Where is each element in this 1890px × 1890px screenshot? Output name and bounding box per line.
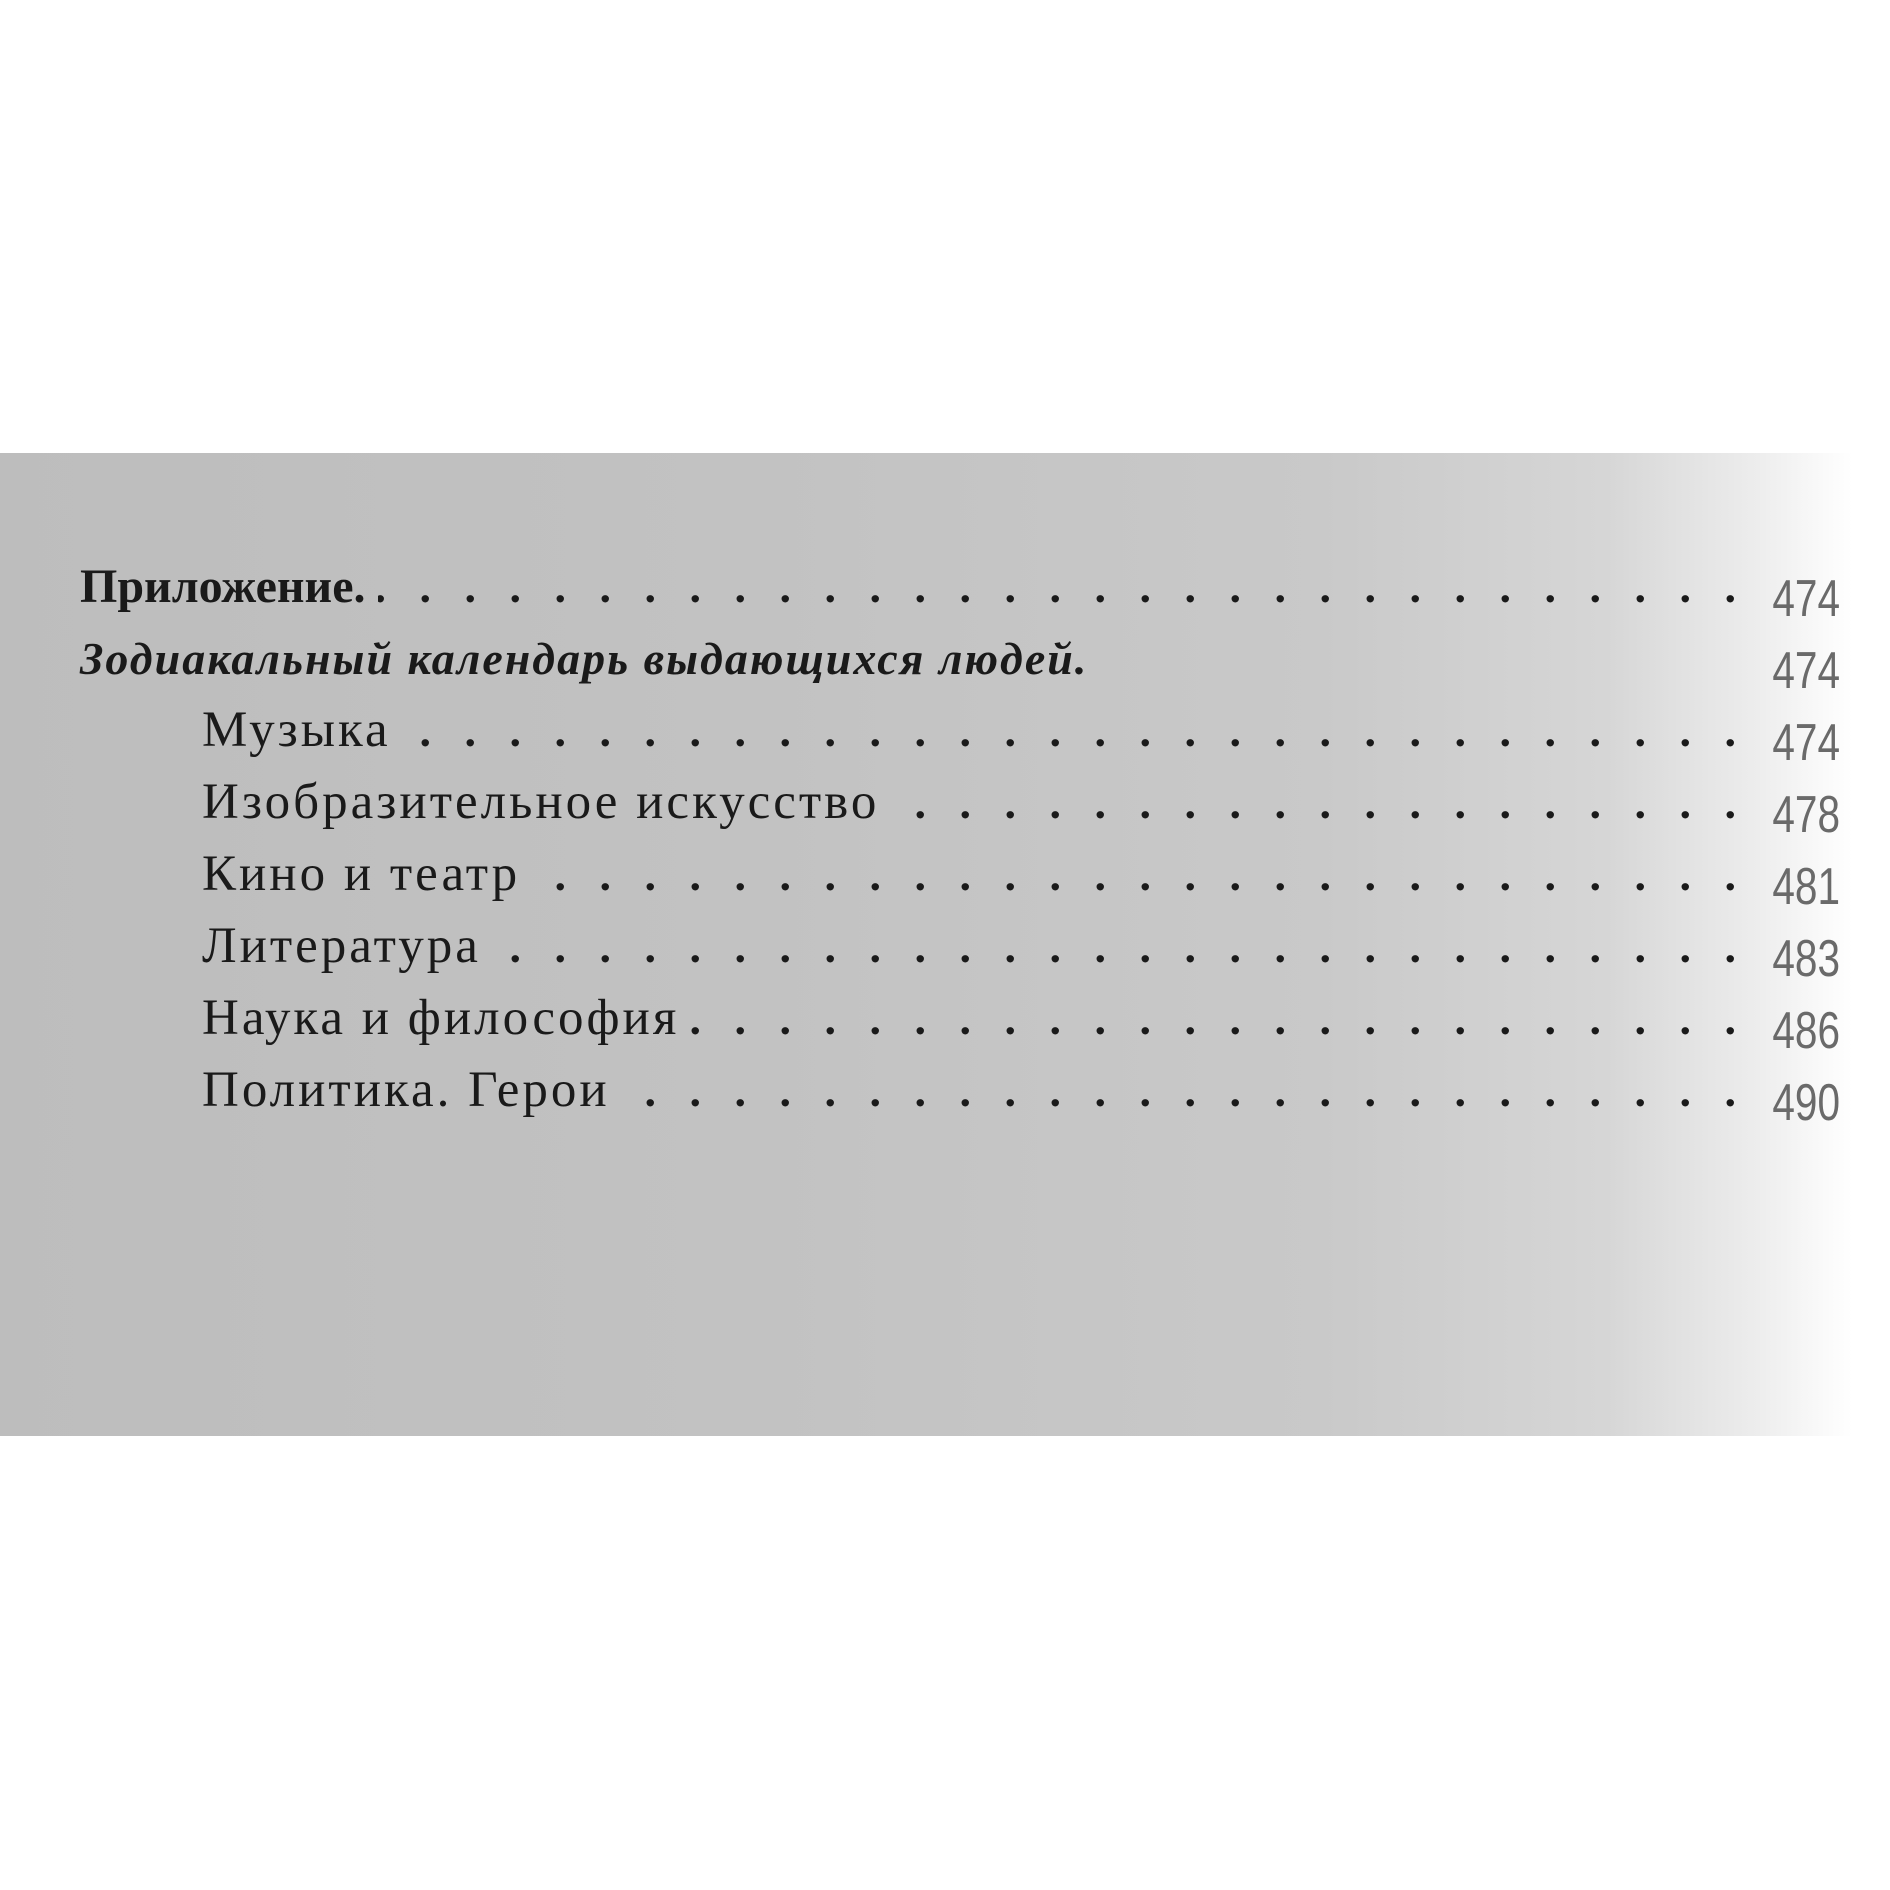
toc-entry-appendix: [80, 555, 1840, 627]
book-page: [0, 453, 1890, 1436]
toc-entry-fine-art: [80, 771, 1840, 843]
toc-entry-page: 481: [1772, 858, 1840, 916]
dot-leader: [403, 704, 1736, 757]
toc-entry-music: [80, 699, 1840, 771]
toc-entry-label: Музыка: [202, 702, 391, 758]
toc-entry-page: 474: [1772, 642, 1840, 700]
toc-entry-label: Наука и философия: [202, 990, 680, 1046]
dot-leader: [891, 776, 1736, 829]
toc-entry-label: Политика. Герои: [202, 1062, 610, 1118]
toc-entry-label: Зодиакальный календарь выдающихся людей.: [80, 633, 1089, 684]
dot-leader: [378, 560, 1736, 613]
toc-entry-label: Изобразительное искусство: [202, 774, 880, 830]
toc-entry-cinema-theatre: [80, 843, 1840, 915]
toc-entry-label: Приложение.: [80, 560, 366, 613]
toc-entry-science-philosophy: [80, 987, 1840, 1059]
toc-entry-page: 474: [1772, 714, 1840, 772]
toc-entry-page: 474: [1772, 570, 1840, 628]
toc-entry-page: 490: [1772, 1074, 1840, 1132]
toc-entry-label: Литература: [202, 918, 481, 974]
toc-entry-page: 483: [1772, 930, 1840, 988]
dot-leader: [622, 1064, 1736, 1117]
dot-leader: [691, 992, 1736, 1045]
toc-entry-literature: [80, 915, 1840, 987]
toc-entry-zodiac-calendar: [80, 627, 1840, 699]
dot-leader: [532, 848, 1736, 901]
toc-entry-page: 478: [1772, 786, 1840, 844]
table-of-contents: [80, 555, 1840, 1131]
toc-entry-page: 486: [1772, 1002, 1840, 1060]
toc-entry-label: Кино и театр: [202, 846, 521, 902]
toc-entry-politics-heroes: [80, 1059, 1840, 1131]
dot-leader: [493, 920, 1736, 973]
